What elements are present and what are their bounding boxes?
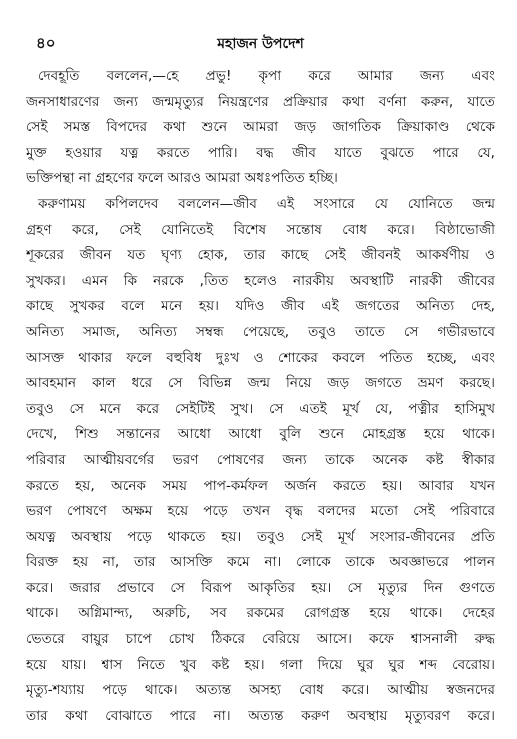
text-line: আসক্ত থাকার ফলে বহুবিধ দুঃখ ও শোকের কবলে পতিত হচ্ছে, এবং [26, 349, 495, 366]
text-line: করুণাময় কপিলদেব বললেন—জীব এই সংসারে যে যোনিতে জন্ম [38, 195, 495, 212]
text-line: গ্রহণ করে, সেই যোনিতেই বিশেষ সন্তোষ বোধ করে। বিষ্ঠাভোজী [26, 221, 495, 238]
text-line: শূকরের জীবন যত ঘৃণ্য হোক, তার কাছে সেই জীবনই আকর্ষণীয় ও [26, 247, 495, 264]
text-line: দেবহূতি বললেন,—হে প্রভু! কৃপা করে আমার জন্য এবং [38, 68, 495, 84]
text-line: পরিবার আত্মীয়বর্গের ভরণ পোষণের জন্য তাকে অনেক কষ্ট স্বীকার [26, 451, 495, 468]
text-line: জনসাধারণের জন্য জন্মমৃত্যুর নিয়ন্ত্রণের প্রক্রিয়ার কথা বর্ণনা করুন, যাতে [26, 93, 495, 110]
text-line: ভেতরে বায়ুর চাপে চোখ ঠিকরে বেরিয়ে আসে। কফে শ্বাসনালী রুদ্ধ [26, 631, 495, 648]
page-number: ৪০ [36, 34, 56, 52]
text-line: থাকে। অগ্নিমান্দ্য, অরুচি, সব রকমের রোগগ্রস্ত হয়ে থাকে। দেহের [26, 605, 495, 622]
paragraph-2 [26, 192, 495, 729]
text-line: বিরক্ত হয় না, তার আসক্তি কমে না। লোকে তাকে অবজ্ঞাভরে পালন [26, 554, 495, 571]
text-line: কাছে সুখকর বলে মনে হয়। যদিও জীব এই জগতের অনিত্য দেহ, [26, 298, 495, 315]
text-line: ভক্তিপন্থা না গ্রহণের ফলে আরও আমরা অধঃপতিত হচ্ছি। [26, 170, 338, 187]
text-line: আবহমান কাল ধরে সে বিভিন্ন জন্ম নিয়ে জড় জগতে ভ্রমণ করছে। [26, 375, 495, 392]
text-line: মৃত্যু-শয্যায় পড়ে থাকে। অত্যন্ত অসহ্য বোধ করে। আত্মীয় স্বজনদের [26, 682, 495, 699]
text-line: করতে হয়, অনেক সময় পাপ-কর্মফল অর্জন করতে হয়। আবার যখন [26, 477, 495, 494]
paragraph-1 [26, 64, 495, 192]
text-line: অনিত্য সমাজ, অনিত্য সম্বন্ধ পেয়েছে, তবুও তাতে সে গভীরভাবে [26, 323, 495, 340]
text-line: মুক্ত হওয়ার যত্ন করতে পারি। বদ্ধ জীব যাতে বুঝতে পারে যে, [26, 144, 495, 161]
text-line: হয়ে যায়। শ্বাস নিতে খুব কষ্ট হয়। গলা দিয়ে ঘুর ঘুর শব্দ বেরোয়। [26, 656, 495, 673]
text-line: তার কথা বোঝাতে পারে না। অত্যন্ত করুণ অবস্থায় মৃত্যুবরণ করে। [26, 707, 495, 724]
text-line: অযত্ন অবস্থায় পড়ে থাকতে হয়। তবুও সেই মূর্খ সংসার-জীবনের প্রতি [26, 528, 495, 545]
running-title: মহাজন উপদেশ [217, 36, 304, 52]
page-header [26, 28, 495, 52]
text-line: তবুও সে মনে করে সেইটিই সুখ। সে এতই মূর্খ যে, পত্নীর হাসিমুখ [26, 400, 495, 417]
text-line: করে। জরার প্রভাবে সে বিরূপ আকৃতির হয়। সে মৃত্যুর দিন গুণতে [26, 579, 495, 596]
text-line: দেখে, শিশু সন্তানের আধো আধো বুলি শুনে মোহগ্রস্ত হয়ে থাকে। [26, 426, 495, 443]
text-line: ভরণ পোষণে অক্ষম হয়ে পড়ে তখন বৃদ্ধ বলদের মতো সেই পরিবারে [26, 503, 495, 520]
body-text [26, 64, 495, 729]
text-line: সেই সমস্ত বিপদের কথা শুনে আমরা জড় জাগতিক ক্রিয়াকাণ্ড থেকে [26, 119, 495, 136]
text-line: সুখকর। এমন কি নরকে ,তিত হলেও নারকীয় অবস্থাটি নারকী জীবের [26, 272, 495, 289]
